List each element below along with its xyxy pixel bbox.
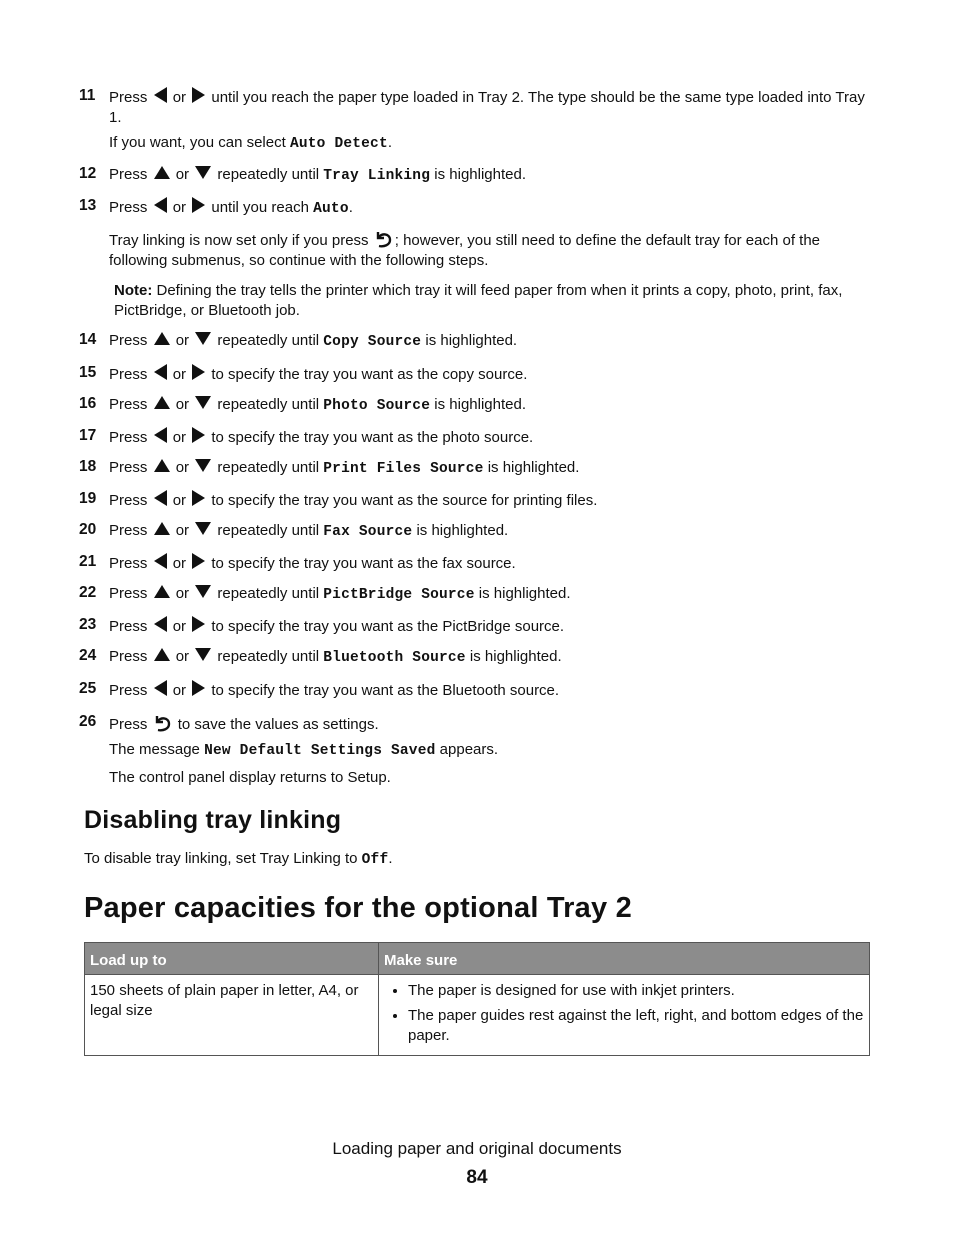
up-arrow-icon: [154, 522, 170, 535]
right-arrow-icon: [192, 427, 205, 443]
up-arrow-icon: [154, 166, 170, 179]
back-icon: [374, 229, 394, 249]
left-arrow-icon: [154, 490, 167, 506]
down-arrow-icon: [195, 585, 211, 598]
step-number: 11: [79, 87, 96, 104]
down-arrow-icon: [195, 332, 211, 345]
step-26-result: The control panel display returns to Setup.: [109, 769, 391, 786]
page-heading: Paper capacities for the optional Tray 2: [84, 892, 632, 924]
capacity-table: [84, 942, 870, 1056]
step-11-note: If you want, you can select Auto Detect.: [109, 134, 393, 152]
right-arrow-icon: [192, 197, 205, 213]
table-cell: [379, 975, 870, 1056]
footer-title: Loading paper and original documents: [332, 1139, 622, 1158]
list-item: • The paper is designed for use with inkjet printers.: [408, 981, 864, 1001]
right-arrow-icon: [192, 490, 205, 506]
up-arrow-icon: [154, 396, 170, 409]
page-number: 84: [466, 1167, 488, 1188]
step-26-message: The message New Default Settings Saved appears.: [109, 741, 499, 759]
table-cell: 150 sheets of plain paper in letter, A4, or legal size: [85, 975, 379, 1056]
down-arrow-icon: [195, 166, 211, 179]
step-13-detail: Tray linking is now set only if you press ; however, you still need to define the default tray for each of the following submenus, so continue with the following steps.: [109, 229, 872, 271]
table-header-row: [85, 943, 870, 975]
list-item: • The paper guides rest against the left, right, and bottom edges of the paper.: [408, 1006, 864, 1046]
up-arrow-icon: [154, 585, 170, 598]
left-arrow-icon: [154, 616, 167, 632]
up-arrow-icon: [154, 648, 170, 661]
down-arrow-icon: [195, 396, 211, 409]
right-arrow-icon: [192, 364, 205, 380]
table-header: Make sure: [379, 943, 870, 975]
table-row: [85, 975, 870, 1056]
section-text: To disable tray linking, set Tray Linking to Off.: [84, 850, 393, 868]
table-header: Load up to: [85, 943, 379, 975]
section-heading: Disabling tray linking: [84, 806, 342, 834]
right-arrow-icon: [192, 87, 205, 103]
down-arrow-icon: [195, 648, 211, 661]
right-arrow-icon: [192, 553, 205, 569]
note: Note: Defining the tray tells the printer which tray it will feed paper from when it prints a copy, photo, print, fax, PictBridge, or Bluetooth job.: [114, 282, 843, 319]
left-arrow-icon: [154, 364, 167, 380]
up-arrow-icon: [154, 459, 170, 472]
left-arrow-icon: [154, 87, 167, 103]
right-arrow-icon: [192, 680, 205, 696]
down-arrow-icon: [195, 459, 211, 472]
right-arrow-icon: [192, 616, 205, 632]
left-arrow-icon: [154, 553, 167, 569]
down-arrow-icon: [195, 522, 211, 535]
left-arrow-icon: [154, 427, 167, 443]
up-arrow-icon: [154, 332, 170, 345]
left-arrow-icon: [154, 197, 167, 213]
left-arrow-icon: [154, 680, 167, 696]
back-icon: [153, 713, 173, 733]
